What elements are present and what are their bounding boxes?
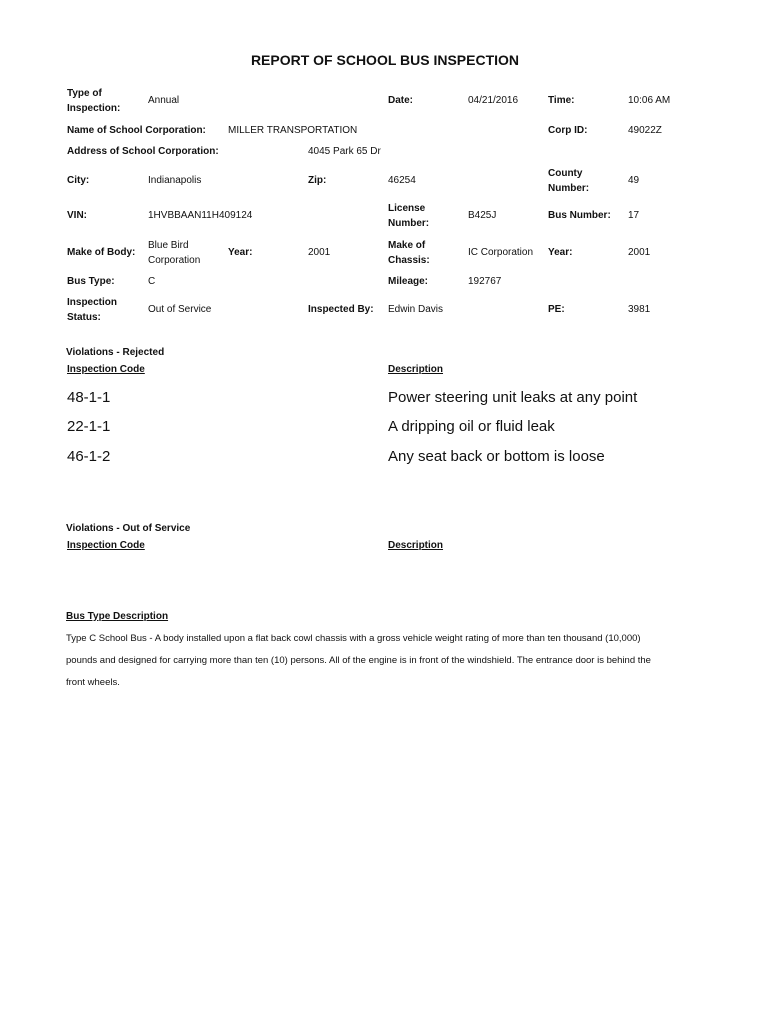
vin-label: VIN:	[67, 210, 87, 221]
type-of-inspection-label: Type of Inspection:	[67, 88, 121, 114]
bus-type-label: Bus Type:	[67, 276, 115, 287]
body-year-label: Year:	[228, 247, 253, 258]
date-label: Date:	[388, 95, 414, 106]
make-of-chassis-value: IC Corporation	[468, 247, 534, 258]
inspection-status-value: Out of Service	[148, 304, 212, 315]
violations-rejected-heading: Violations - Rejected	[66, 347, 165, 358]
corp-id-value: 49022Z	[628, 125, 662, 136]
chassis-year-label: Year:	[548, 247, 573, 258]
make-of-chassis-label: Make of Chassis:	[388, 240, 430, 266]
bus-type-description-heading: Bus Type Description	[66, 611, 169, 622]
date-value: 04/21/2016	[468, 95, 519, 106]
school-corp-name-label: Name of School Corporation:	[67, 125, 206, 136]
pe-label: PE:	[548, 304, 565, 315]
inspection-status-label: Inspection Status:	[67, 297, 118, 323]
bus-type-value: C	[148, 276, 156, 287]
violation-code: 46-1-2	[67, 448, 111, 465]
violation-code: 48-1-1	[67, 389, 111, 406]
violations-oos-heading: Violations - Out of Service	[66, 523, 191, 534]
page-title: REPORT OF SCHOOL BUS INSPECTION	[250, 52, 520, 68]
city-label: City:	[67, 175, 90, 186]
zip-label: Zip:	[308, 175, 327, 186]
pe-value: 3981	[628, 304, 651, 315]
school-corp-name-value: MILLER TRANSPORTATION	[228, 125, 358, 136]
oos-description-column-header: Description	[388, 540, 444, 551]
address-label: Address of School Corporation:	[67, 146, 219, 157]
violation-description: Any seat back or bottom is loose	[388, 448, 605, 465]
make-of-body-value: Blue Bird Corporation	[148, 240, 201, 266]
rejected-code-column-header: Inspection Code	[67, 364, 145, 375]
make-of-body-label: Make of Body:	[67, 247, 136, 258]
time-value: 10:06 AM	[628, 95, 671, 106]
inspected-by-label: Inspected By:	[308, 304, 374, 315]
bus-type-description-line: pounds and designed for carrying more than ten (10) persons. All of the engine is in front of the windshield. The entrance door is behind the	[66, 655, 651, 666]
inspected-by-value: Edwin Davis	[388, 304, 444, 315]
body-year-value: 2001	[308, 247, 331, 258]
chassis-year-value: 2001	[628, 247, 651, 258]
bus-number-label: Bus Number:	[548, 210, 611, 221]
bus-number-value: 17	[628, 210, 640, 221]
violation-description: A dripping oil or fluid leak	[388, 418, 555, 435]
county-number-value: 49	[628, 175, 640, 186]
corp-id-label: Corp ID:	[548, 125, 588, 136]
address-value: 4045 Park 65 Dr	[308, 146, 381, 157]
mileage-value: 192767	[468, 276, 502, 287]
vin-value: 1HVBBAAN11H409124	[148, 210, 253, 221]
bus-type-description-line: front wheels.	[66, 677, 120, 688]
violation-description: Power steering unit leaks at any point	[388, 389, 638, 406]
oos-code-column-header: Inspection Code	[67, 540, 145, 551]
license-number-label: License Number:	[388, 203, 430, 229]
type-of-inspection-value: Annual	[148, 95, 180, 106]
violation-code: 22-1-1	[67, 418, 111, 435]
zip-value: 46254	[388, 175, 416, 186]
county-number-label: County Number:	[548, 168, 590, 194]
city-value: Indianapolis	[148, 175, 202, 186]
bus-type-description-line: Type C School Bus - A body installed upon a flat back cowl chassis with a gross vehicle weight rating of more than ten thousand (10,000)	[66, 633, 641, 644]
rejected-description-column-header: Description	[388, 364, 444, 375]
license-number-value: B425J	[468, 210, 497, 221]
time-label: Time:	[548, 95, 575, 106]
mileage-label: Mileage:	[388, 276, 429, 287]
